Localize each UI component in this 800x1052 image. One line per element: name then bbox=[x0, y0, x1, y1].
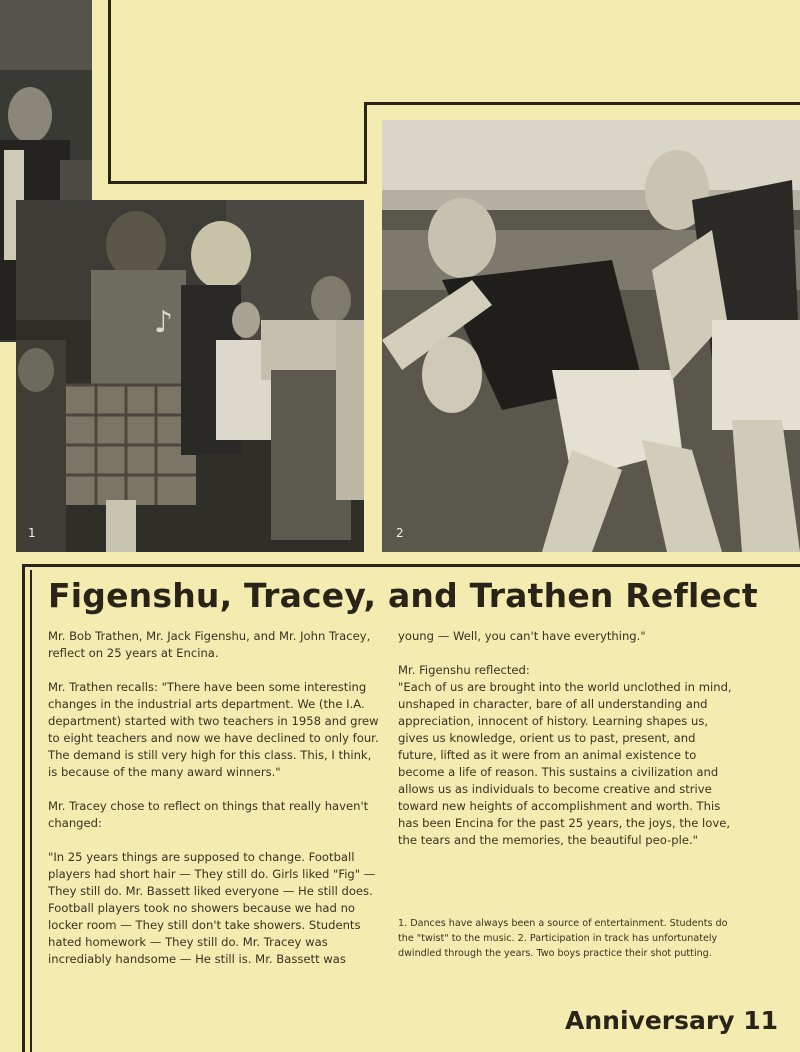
frame-article-left-inner bbox=[30, 570, 32, 1052]
paragraph-figenshu-intro: Mr. Figenshu reflected: bbox=[398, 663, 530, 677]
photo-shot-put bbox=[382, 120, 800, 552]
paragraph-trathen: Mr. Trathen recalls: "There have been some interesting changes in the industrial arts department. We (the I.A. department) started with two teachers in 1958 and grew to eight teachers and now we have declined to only four. The demand is still very high for this class. This, I think, is because of the many award winners." bbox=[48, 680, 379, 779]
article-headline: Figenshu, Tracey, and Trathen Reflect bbox=[48, 576, 758, 615]
paragraph-tracey-quote-end: young — Well, you can't have everything." bbox=[398, 629, 646, 643]
frame-top-left-box-bottom bbox=[108, 181, 366, 184]
frame-article-left-outer bbox=[22, 564, 25, 1052]
photo-caption: 1. Dances have always been a source of entertainment. Students do the "twist" to the music. 2. Participation in track has unfortunately dwindled through the years. Two boys practice their shot putting. bbox=[398, 918, 728, 959]
frame-top-left-box-left bbox=[108, 0, 111, 184]
article-left-column bbox=[48, 628, 382, 985]
frame-top-step-vertical bbox=[364, 102, 367, 184]
frame-top-step-horizontal bbox=[364, 102, 800, 105]
photo-dance bbox=[16, 200, 364, 552]
frame-article-top bbox=[22, 564, 800, 567]
paragraph-tracey-quote: "In 25 years things are supposed to change. Football players had short hair — They still do. Girls liked "Fig" — They still do. Mr. Bassett liked everyone — He still does. Football players took no showers because we had no locker room — They still don't take showers. Students hated homework — They still do. Mr. Tracey was incrediably handsome — He still is. Mr. Bassett was bbox=[48, 850, 376, 966]
paragraph-figenshu-quote: "Each of us are brought into the world unclothed in mind, unshaped in character, bare of all understanding and appreciation, innocent of history. Learning shapes us, gives us knowledge, orient us to past, present, and future, lifted as it were from an animal existence to become a life of reason. This sustains a civilization and allows us as individuals to become creative and strive toward new heights of accomplishment and worth. This has been Encina for the past 25 years, the joys, the love, the tears and the memories, the beautiful peo-ple." bbox=[398, 680, 732, 847]
photo-number-1: 1 bbox=[28, 526, 36, 540]
page-footer: Anniversary 11 bbox=[565, 1006, 778, 1035]
svg-text:♪: ♪ bbox=[154, 305, 174, 340]
paragraph-tracey-intro: Mr. Tracey chose to reflect on things that really haven't changed: bbox=[48, 799, 369, 830]
paragraph-intro: Mr. Bob Trathen, Mr. Jack Figenshu, and Mr. John Tracey, reflect on 25 years at Encina. bbox=[48, 629, 371, 660]
article-right-column bbox=[398, 628, 732, 866]
photo-number-2: 2 bbox=[396, 526, 404, 540]
